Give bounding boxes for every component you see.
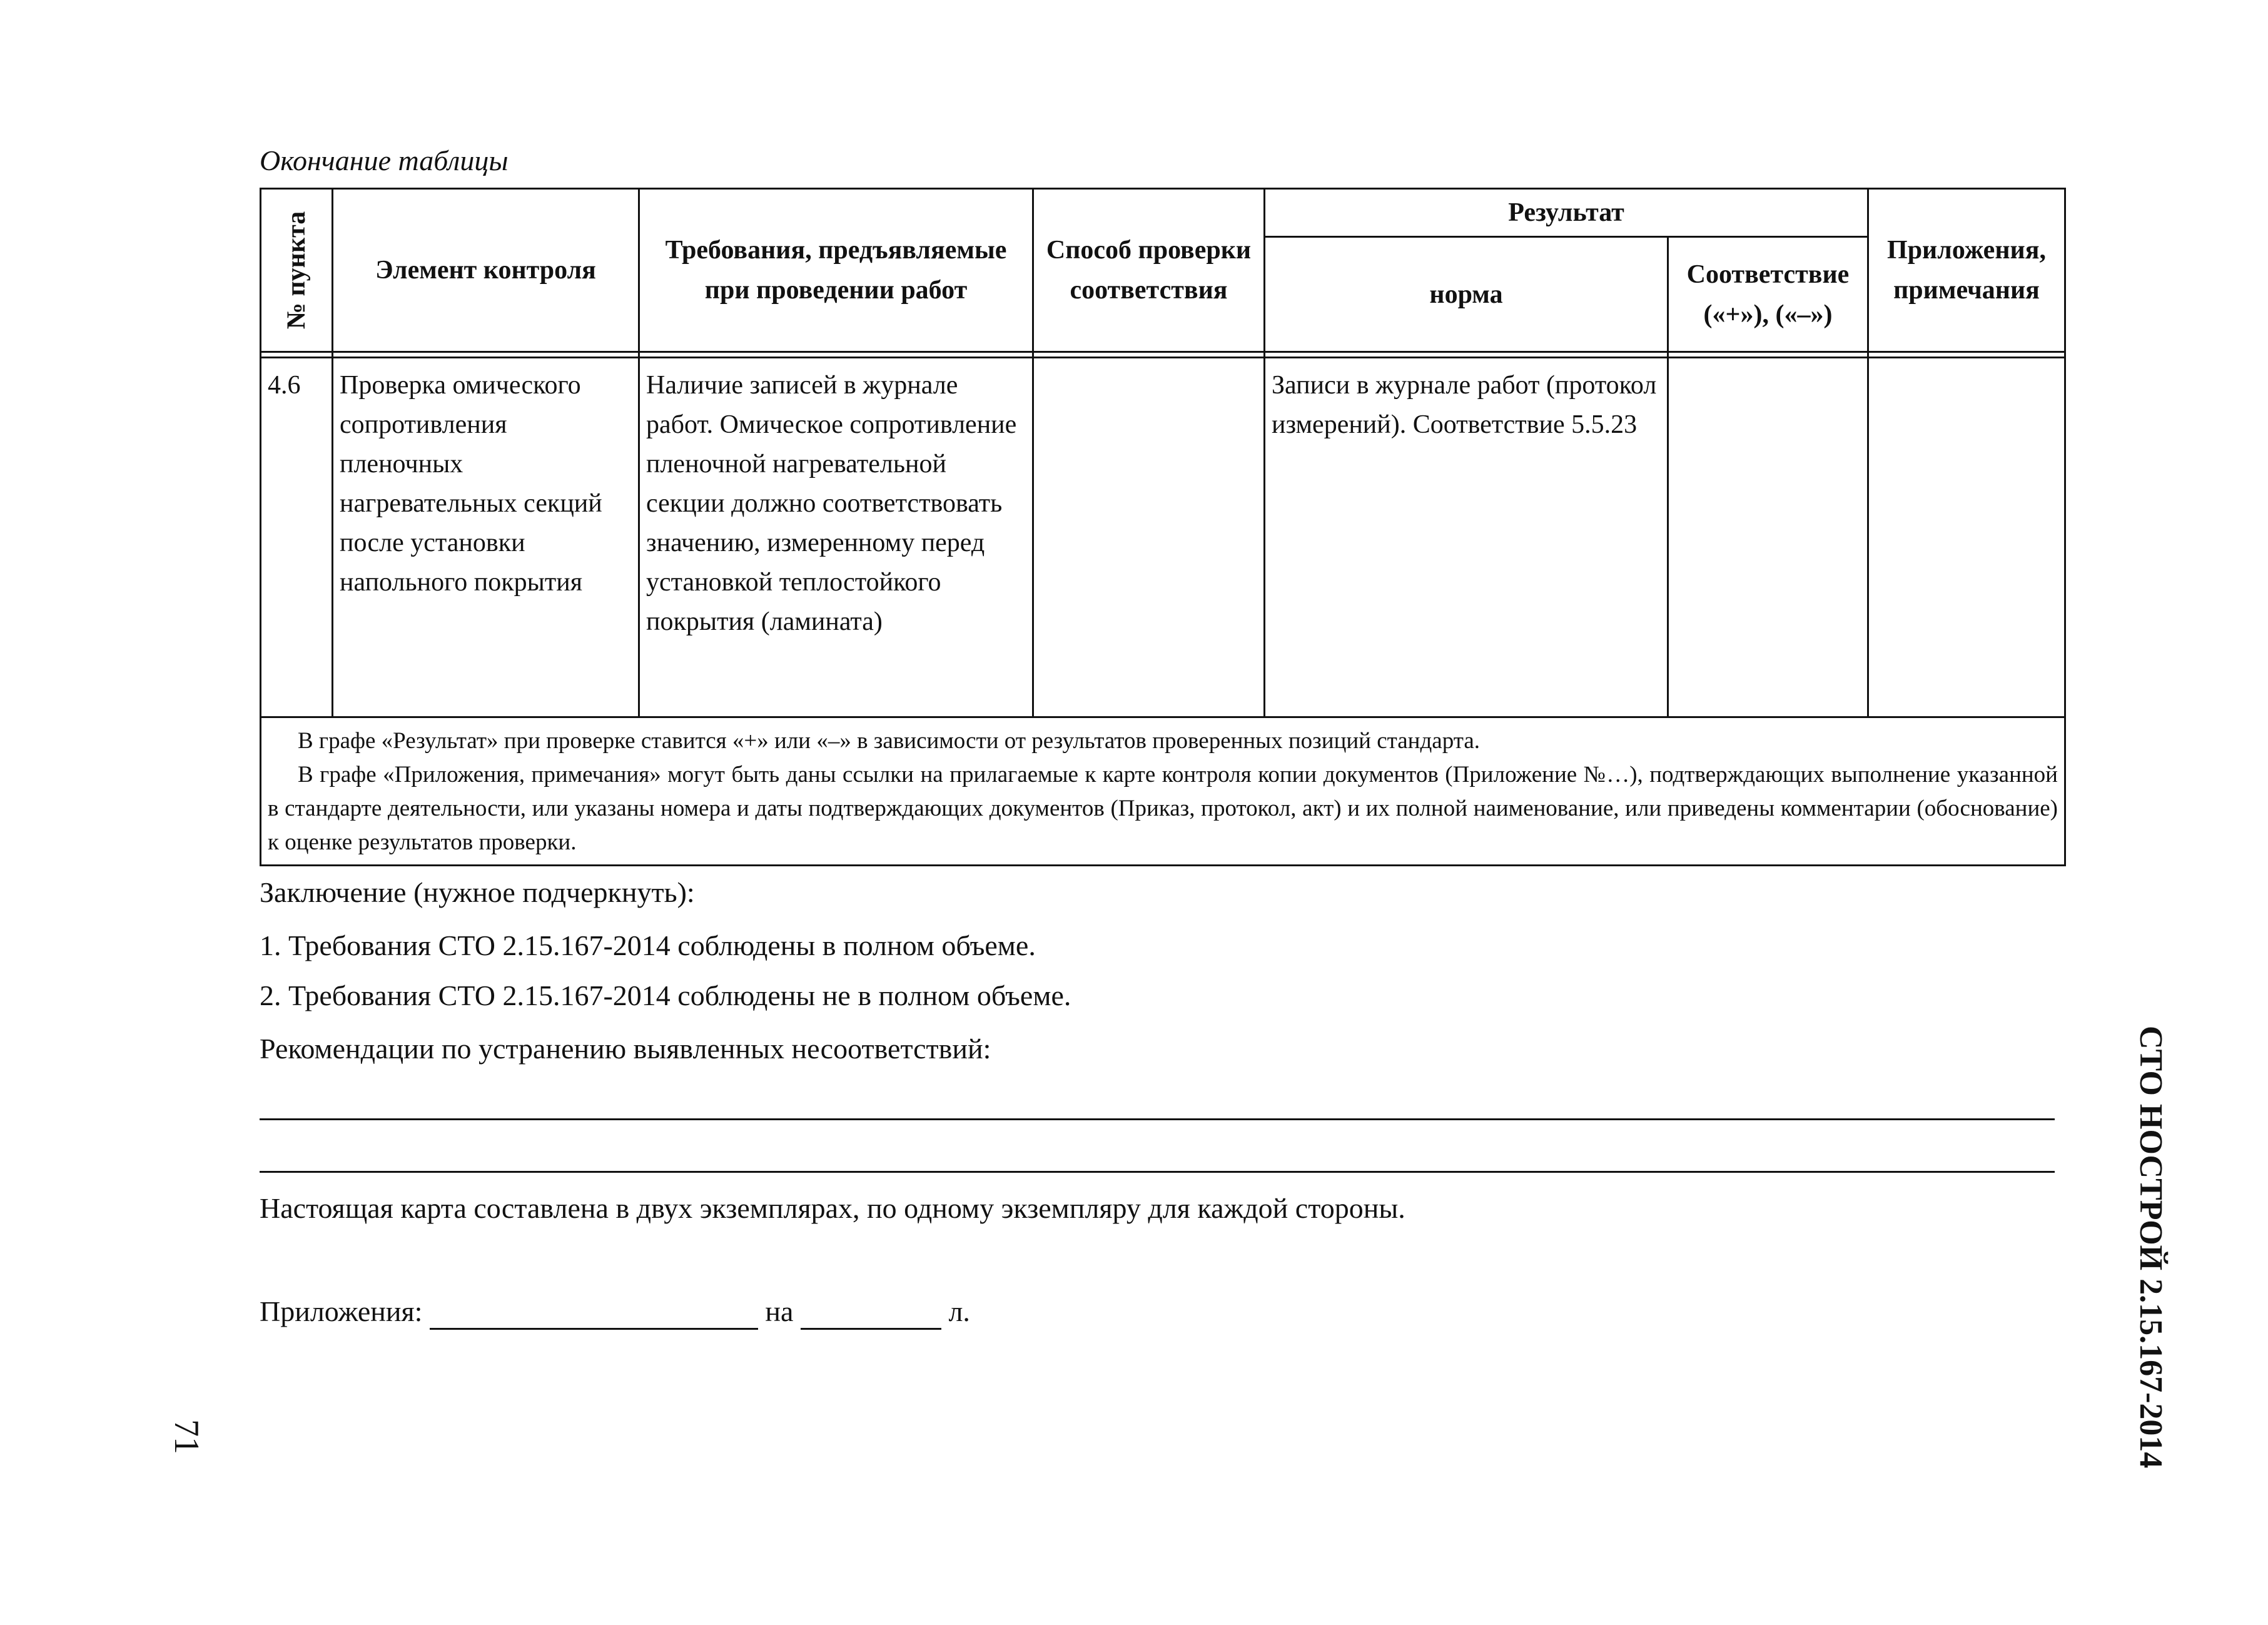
conclusion-option-2: 2. Требования СТО 2.15.167-2014 соблюдены не в полном объеме. <box>260 980 1071 1011</box>
attachments-line <box>260 1295 970 1330</box>
row-norm: Записи в журнале работ (протокол измерений). Соответствие 5.5.23 <box>1265 358 1668 717</box>
note-1: В графе «Результат» при проверке ставится «+» или «–» в зависимости от результатов проверенных позиций стандарта. <box>298 728 1481 754</box>
page-number: 71 <box>167 1419 206 1454</box>
header-requirements: Требования, предъявляемые при проведении работ <box>639 189 1033 352</box>
note-2: В графе «Приложения, примечания» могут быть даны ссылки на прилагаемые к карте контроля копии документов (Приложение №…), подтверждающих выполнение указанной в стандарте деятельности, или указаны номера и даты подтверждающих документов (Приказ, протокол, акт) и их полной наименование, или приведены комментарии (обоснование) к оценке результатов проверки. <box>268 762 2058 855</box>
attachments-on: на <box>765 1295 794 1327</box>
row-appendix <box>1868 358 2065 717</box>
table-row <box>261 358 2065 717</box>
table-caption: Окончание таблицы <box>260 144 509 176</box>
header-compliance: Соответствие («+»), («–») <box>1668 237 1868 352</box>
row-element: Проверка омического сопротивления пленочных нагревательных секций после установки напольного покрытия <box>333 358 639 717</box>
header-element: Элемент контроля <box>333 189 639 352</box>
header-appendix: Приложения, примечания <box>1868 189 2065 352</box>
conclusion-option-1: 1. Требования СТО 2.15.167-2014 соблюдены в полном объеме. <box>260 929 1036 961</box>
row-method <box>1033 358 1265 717</box>
attachments-count-blank <box>430 1295 758 1330</box>
header-num-label: № пункта <box>282 211 311 330</box>
notes-row <box>261 717 2065 866</box>
header-separator <box>261 352 2065 358</box>
header-num <box>261 189 333 352</box>
row-num: 4.6 <box>261 358 333 717</box>
table-notes <box>261 717 2065 866</box>
recommendations-line-1 <box>260 1118 2055 1120</box>
row-requirements: Наличие записей в журнале работ. Омическое сопротивление пленочной нагревательной секции должно соответствовать значению, измеренному перед установкой теплостойкого покрытия (ламината) <box>639 358 1033 717</box>
attachments-sheets: л. <box>948 1295 970 1327</box>
conclusion-title: Заключение (нужное подчеркнуть): <box>260 876 695 908</box>
recommendations-label: Рекомендации по устранению выявленных несоответствий: <box>260 1033 991 1065</box>
control-table <box>260 188 2066 866</box>
side-standard-title: СТО НОСТРОЙ 2.15.167-2014 <box>2133 1026 2169 1469</box>
header-method: Способ проверки соответствия <box>1033 189 1265 352</box>
header-result: Результат <box>1265 189 1868 237</box>
header-row <box>261 189 2065 237</box>
attachments-sheets-blank <box>801 1295 941 1330</box>
header-norm: норма <box>1265 237 1668 352</box>
copies-statement: Настоящая карта составлена в двух экземплярах, по одному экземпляру для каждой стороны. <box>260 1192 1405 1224</box>
attachments-label: Приложения: <box>260 1295 423 1327</box>
row-compliance <box>1668 358 1868 717</box>
recommendations-line-2 <box>260 1171 2055 1173</box>
